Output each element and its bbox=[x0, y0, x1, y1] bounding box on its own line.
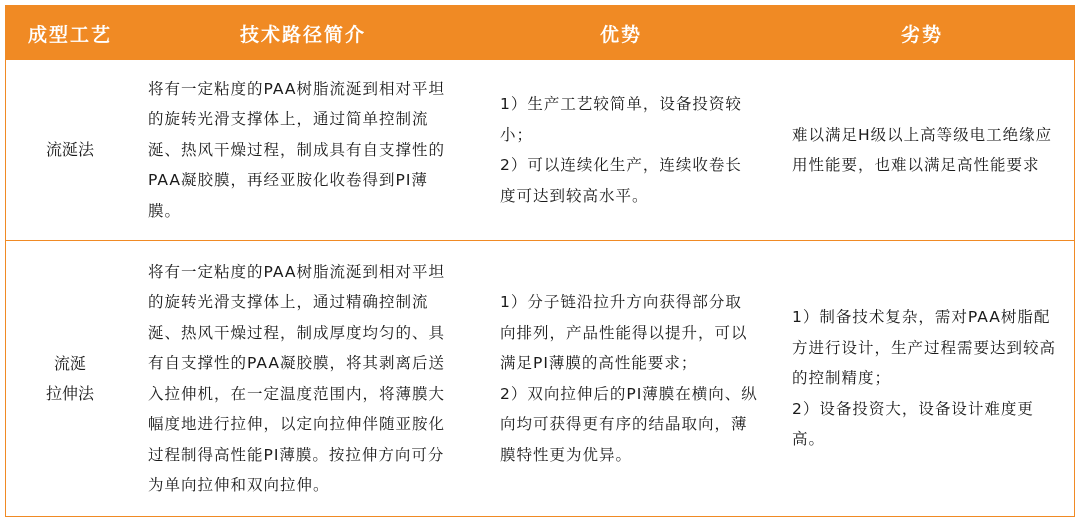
table-row-casting bbox=[6, 60, 1074, 241]
advantage-item: 1）生产工艺较简单，设备投资较小； bbox=[500, 95, 742, 144]
process-name-line: 拉伸法 bbox=[45, 383, 94, 403]
process-name-line: 流涎法 bbox=[45, 140, 94, 159]
disadvantage-cell bbox=[770, 241, 1074, 516]
advantage-cell bbox=[472, 241, 770, 516]
table-header-row bbox=[6, 6, 1074, 60]
header-disadvantage: 劣势 bbox=[900, 23, 943, 46]
advantage-item: 1）分子链沿拉升方向获得部分取向排列，产品性能得以提升，可以满足PI薄膜的高性能要求； bbox=[500, 293, 748, 372]
header-intro: 技术路径简介 bbox=[239, 23, 366, 46]
intro-text: 将有一定粘度的PAA树脂流涎到相对平坦的旋转光滑支撑体上，通过简单控制流涎、热风干燥过程，制成具有自支撑性的PAA凝胶膜，再经亚胺化收卷得到PI薄膜。 bbox=[148, 79, 446, 220]
header-advantage: 优势 bbox=[599, 23, 642, 46]
intro-cell bbox=[134, 60, 472, 240]
advantage-item: 2）双向拉伸后的PI薄膜在横向、纵向均可获得更有序的结晶取向，薄膜特性更为优异。 bbox=[500, 384, 758, 464]
table-row-stretch bbox=[6, 241, 1074, 516]
process-name-line: 流涎 bbox=[53, 353, 86, 373]
comparison-table bbox=[5, 5, 1075, 517]
disadvantage-item: 2）设备投资大，设备设计难度更高。 bbox=[792, 399, 1034, 449]
process-cell bbox=[6, 60, 134, 240]
disadvantage-cell bbox=[770, 60, 1074, 240]
intro-cell bbox=[134, 241, 472, 516]
advantage-item: 2）可以连续化生产，连续收卷长度可达到较高水平。 bbox=[500, 156, 742, 205]
disadvantage-item: 难以满足H级以上高等级电工绝缘应用性能要，也难以满足高性能要求 bbox=[792, 125, 1053, 174]
header-process: 成型工艺 bbox=[27, 23, 112, 46]
disadvantage-item: 1）制备技术复杂，需对PAA树脂配方进行设计，生产过程需要达到较高的控制精度； bbox=[792, 308, 1057, 388]
advantage-cell bbox=[472, 60, 770, 240]
intro-text: 将有一定粘度的PAA树脂流涎到相对平坦的旋转光滑支撑体上，通过精确控制流涎、热风干燥过程，制成厚度均匀的、具有自支撑性的PAA凝胶膜，将其剥离后送入拉伸机，在一定温度范围内，将薄膜大幅度地进行拉伸，以定向拉伸伴随亚胺化过程制得高性能PI薄膜。按拉伸方向可分为单向拉伸和双向拉伸。 bbox=[148, 262, 446, 494]
process-cell bbox=[6, 241, 134, 516]
